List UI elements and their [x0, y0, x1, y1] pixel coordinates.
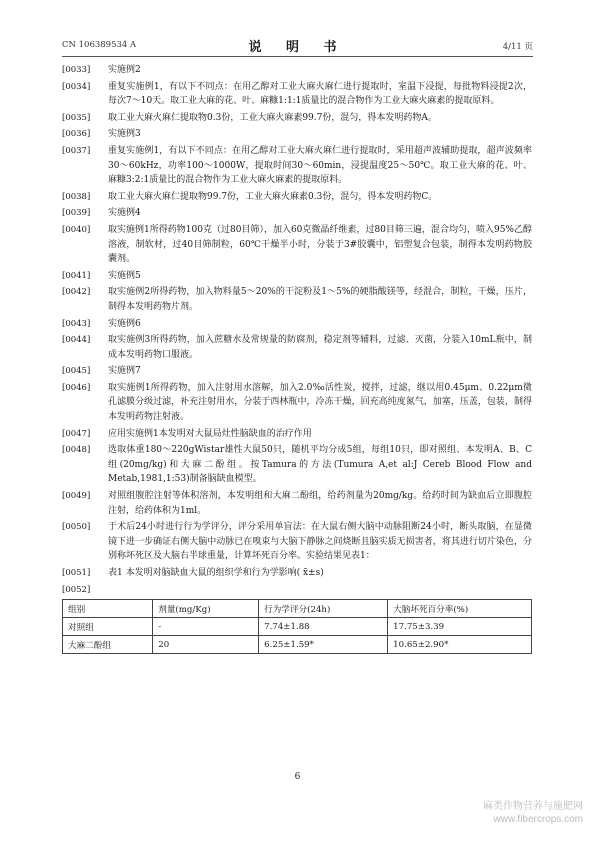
paragraph-number: [0043]: [62, 318, 91, 329]
paragraph-number: [0047]: [62, 428, 91, 439]
paragraph-number: [0049]: [62, 491, 91, 502]
paragraph-number: [0044]: [62, 335, 91, 346]
paragraph-number: [0052]: [62, 584, 91, 595]
paragraph: [62, 364, 532, 379]
paragraph-number: [0038]: [62, 191, 91, 202]
paragraph-number: [0050]: [62, 522, 91, 533]
paragraph: [62, 223, 532, 267]
table-cell: 10.65±2.90*: [388, 636, 532, 654]
paragraph-text: 于术后24小时进行行为学评分，评分采用单盲法：在大鼠右侧大脑中动脉阻断24小时，断头取脑，在显微镜下进一步确证右侧大脑中动脉已在嗅束与大脑下静脉之间烧断且脑实质无损害者，将其进行切片染色，分别称坏死区及大脑右半球重量，计算坏死百分率。实验结果见表1：: [108, 522, 532, 562]
paragraph-number: [0046]: [62, 382, 91, 393]
paragraph-number: [0037]: [62, 145, 91, 156]
paragraph-text: 选取体重180～220gWistar雄性大鼠50只，随机平均分成5组，每组10只，即对照组、本发明A、B、C组(20mg/kg)和大麻二酚组。按Tamura的方法(Tumura A,et al:J Cereb Blood Flow and Metab,1981,1:53)制备脑缺血模型。: [108, 445, 532, 485]
paragraph-number: [0042]: [62, 287, 91, 298]
table-cell: -: [153, 618, 259, 636]
paragraph-text: 取实施例1所得药物，加入注射用水溶解，加入2.0‰活性炭，搅拌，过滤，继以用0.45μm、0.22μm微孔滤膜分级过滤，补充注射用水，分装于西林瓶中，冷冻干燥，回充高纯度氮气，加塞，压盖，包装，制得本发明药物注射液。: [108, 382, 532, 423]
paragraph-number: [0033]: [62, 65, 91, 75]
document-body: [62, 63, 532, 654]
paragraph: [62, 489, 532, 518]
watermark-line: www.fibercrops.com: [493, 814, 583, 825]
paragraph-number: [0051]: [62, 568, 91, 578]
table-header-cell: 组别: [63, 600, 153, 618]
paragraph: [62, 566, 532, 581]
paragraph-number: [0036]: [62, 129, 91, 140]
table-header-cell: 大脑坏死百分率(%): [388, 600, 532, 618]
table-cell: 7.74±1.88: [259, 618, 388, 636]
table-cell: 20: [153, 636, 259, 654]
paragraph-number: [0040]: [62, 224, 91, 235]
paragraph-number: [0034]: [62, 81, 91, 92]
paragraph: [62, 427, 532, 442]
paragraph: [62, 144, 532, 188]
paragraph-text: 实施例3: [108, 129, 141, 140]
paragraph: [62, 127, 532, 142]
paragraph-text: 实施例7: [108, 366, 141, 377]
watermark: [483, 800, 583, 826]
table-header-cell: 剂量(mg/Kg): [153, 600, 259, 618]
paragraph-text: 表1 本发明对脑缺血大鼠的组织学和行为学影响( x̄±s): [108, 568, 324, 578]
paragraph: [62, 111, 532, 126]
paragraph: [62, 285, 532, 314]
paragraph-text: 重复实施例1，有以下不同点：在用乙醇对工业大麻火麻仁进行提取时，采用超声波辅助提取，超声波频率30～60kHz，功率100～1000W，提取时间30～60min，浸提温度25～50℃。取工业大麻的花、叶、麻糠3:2:1质量比的混合物作为工业大麻火麻素的提取原料。: [108, 145, 532, 186]
paragraph: [62, 63, 532, 78]
page-indicator: 4/11 页: [502, 42, 533, 52]
table-header-row: [63, 600, 532, 618]
paragraph-number: [0045]: [62, 366, 91, 377]
paragraph: [62, 190, 532, 205]
paragraph: [62, 443, 532, 487]
paragraph-text: 重复实施例1，有以下不同点：在用乙醇对工业大麻火麻仁进行提取时，室温下浸提，每批物料浸提2次，每次7～10天。取工业大麻的花、叶、麻糠1:1:1质量比的混合物作为工业大麻火麻素的提取原料。: [108, 81, 532, 107]
paragraph-number: [0048]: [62, 445, 91, 456]
document-title: 说 明 书: [248, 40, 347, 55]
paragraph-text: 实施例5: [108, 270, 141, 281]
paragraph-text: 取实施例1所得药物100克（过80目筛），加入60克微晶纤维素，过80目筛三遍，混合均匀，喷入95%乙醇溶液，制软材，过40目筛制粒，60℃干燥半小时，分装于3#胶囊中，铝塑复合包装，制得本发明药物胶囊剂。: [108, 224, 532, 265]
paragraph: [62, 206, 532, 221]
paragraph-text: 取实施例2所得药物，加入物料量5～20%的干淀粉及1～5%的硬脂酸镁等，经混合，制粒，干燥，压片，制得本发明药物片剂。: [108, 287, 532, 312]
paragraph-text: 取工业大麻火麻仁提取物0.3份，工业大麻火麻素99.7份，混匀，得本发明药物A。: [108, 112, 437, 123]
table-row: [63, 618, 532, 636]
table-cell: 17.75±3.39: [388, 618, 532, 636]
paragraph-text: 实施例6: [108, 318, 141, 329]
paragraph-number: [0039]: [62, 208, 91, 219]
header-rule: [62, 56, 533, 57]
paragraph: [62, 317, 532, 332]
publication-number: CN 106389534 A: [62, 40, 137, 50]
results-table: [62, 599, 532, 654]
page-number: 6: [294, 772, 301, 782]
table-cell: 对照组: [63, 618, 153, 636]
paragraph: [62, 80, 532, 109]
paragraph: [62, 583, 532, 598]
table-cell: 大麻二酚组: [63, 636, 153, 654]
paragraph: [62, 269, 532, 284]
paragraph-text: 取工业大麻火麻仁提取物99.7份，工业大麻火麻素0.3份，混匀，得本发明药物C。: [108, 191, 438, 202]
watermark-line: 麻类作物营养与施肥网: [483, 801, 583, 812]
table-row: [63, 636, 532, 654]
paragraph: [62, 520, 532, 564]
paragraph: [62, 333, 532, 362]
paragraph: [62, 381, 532, 425]
page-header: [62, 36, 533, 56]
table-cell: 6.25±1.59*: [259, 636, 388, 654]
paragraph-number: [0041]: [62, 270, 91, 281]
table-header-cell: 行为学评分(24h): [259, 600, 388, 618]
paragraph-text: 应用实施例1本发明对大鼠局灶性脑缺血的治疗作用: [108, 428, 312, 439]
paragraph-text: 取实施例3所得药物，加入蔗糖水及常规量的防腐剂，稳定剂等辅料，过滤、灭菌，分装入10mL瓶中，制成本发明药物口服液。: [108, 335, 532, 360]
paragraph-text: 对照组腹腔注射等体积溶剂，本发明组和大麻二酚组，给药剂量为20mg/kg。给药时间为缺血后立即腹腔注射，给药体积为1ml。: [108, 491, 532, 516]
paragraph-text: 实施例4: [108, 208, 141, 219]
paragraph-text: 实施例2: [108, 65, 141, 75]
paragraph-number: [0035]: [62, 112, 91, 123]
